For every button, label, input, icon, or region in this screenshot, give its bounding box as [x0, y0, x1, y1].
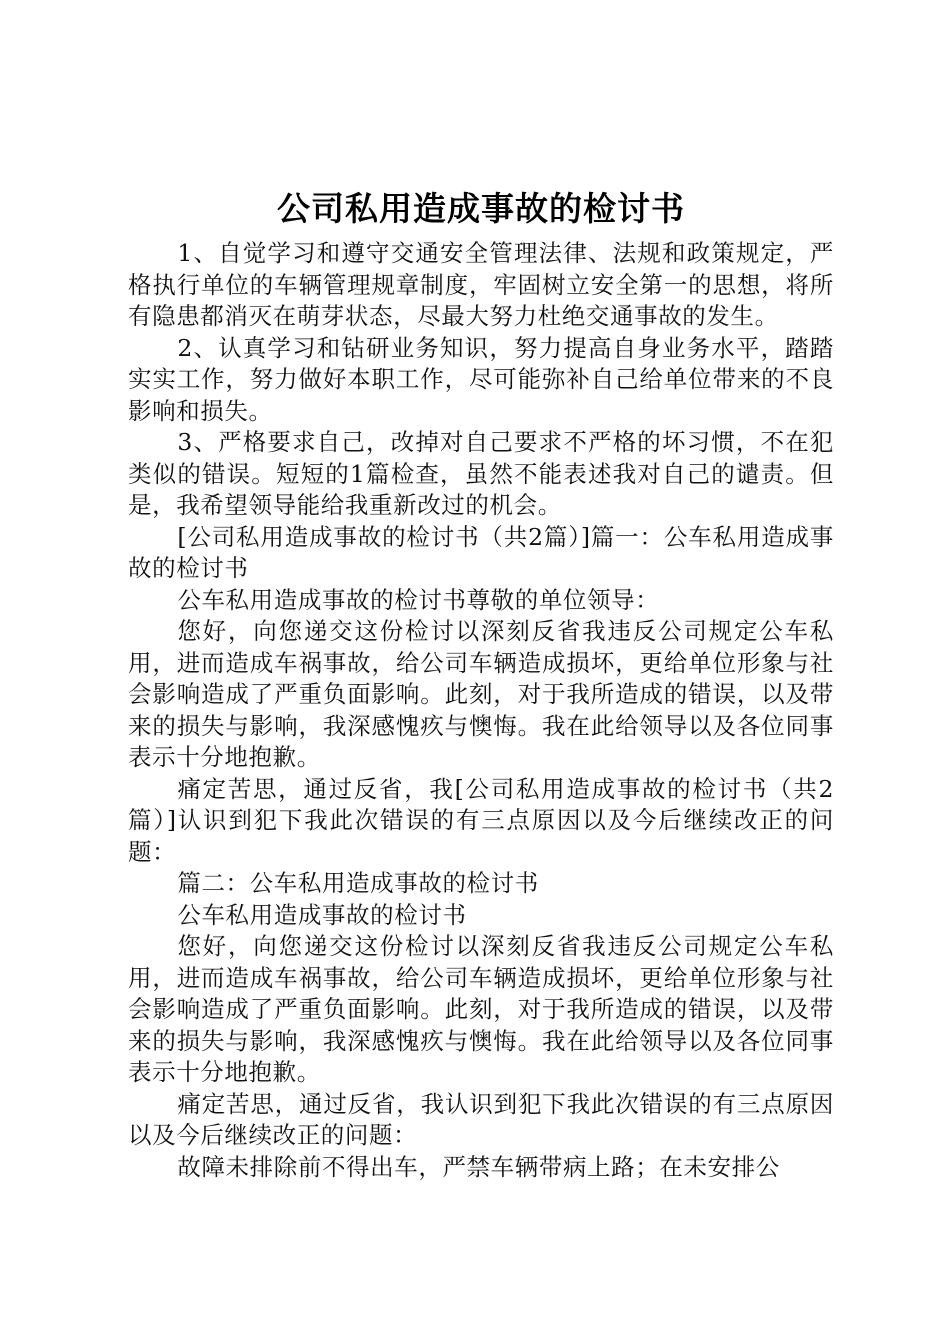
paragraph-2: 2、认真学习和钻研业务知识，努力提高自身业务水平，踏踏实实工作，努力做好本职工作，尽可能弥补自己给单位带来的不良影响和损失。: [128, 333, 834, 425]
paragraph-10: 您好，向您递交这份检讨以深刻反省我违反公司规定公车私用，进而造成车祸事故，给公司车辆造成损坏，更给单位形象与社会影响造成了严重负面影响。此刻，对于我所造成的错误，以及带来的损失与影响，我深感愧疚与懊悔。我在此给领导以及各位同事表示十分地抱歉。: [128, 932, 834, 1086]
paragraph-6: 您好，向您递交这份检讨以深刻反省我违反公司规定公车私用，进而造成车祸事故，给公司车辆造成损坏，更给单位形象与社会影响造成了严重负面影响。此刻，对于我所造成的错误，以及带来的损失与影响，我深感愧疚与懊悔。我在此给领导以及各位同事表示十分地抱歉。: [128, 617, 834, 771]
paragraph-1: 1、自觉学习和遵守交通安全管理法律、法规和政策规定，严格执行单位的车辆管理规章制度，牢固树立安全第一的思想，将所有隐患都消灭在萌芽状态，尽最大努力杜绝交通事故的发生。: [128, 239, 834, 330]
paragraph-8: 篇二：公车私用造成事故的检讨书: [177, 869, 539, 897]
paragraph-4: [公司私用造成事故的检讨书（共2篇）]篇一：公车私用造成事故的检讨书: [128, 522, 834, 582]
paragraph-12: 故障未排除前不得出车，严禁车辆带病上路；在未安排公: [177, 1152, 780, 1181]
paragraph-9: 公车私用造成事故的检讨书: [177, 900, 467, 929]
paragraph-7: 痛定苦思，通过反省，我[公司私用造成事故的检讨书（共2篇）]认识到犯下我此次错误的有三点原因以及今后继续改正的问题：: [128, 774, 834, 866]
paragraph-11: 痛定苦思，通过反省，我认识到犯下我此次错误的有三点原因以及今后继续改正的问题：: [128, 1089, 834, 1149]
document-title: 公司私用造成事故的检讨书: [277, 189, 685, 228]
document-page: [128, 186, 834, 1183]
paragraph-5: 公车私用造成事故的检讨书尊敬的单位领导：: [177, 585, 660, 614]
paragraph-3: 3、严格要求自己，改掉对自己要求不严格的坏习惯，不在犯类似的错误。短短的1篇检查，虽然不能表述我对自己的谴责。但是，我希望领导能给我重新改过的机会。: [128, 428, 834, 519]
